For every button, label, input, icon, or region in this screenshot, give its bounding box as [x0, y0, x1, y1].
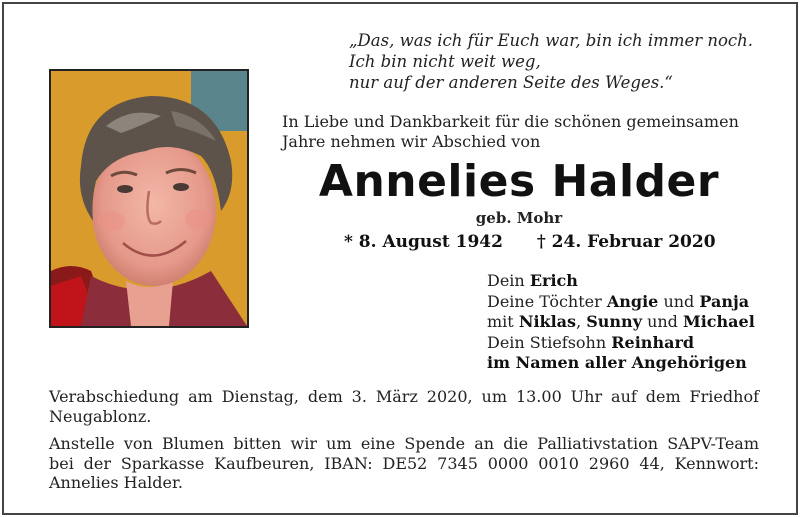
mourner-line-2 — [487, 292, 787, 313]
mourner-relation: Dein — [487, 271, 530, 290]
mourner-line-5 — [487, 353, 787, 374]
intro-text — [282, 112, 762, 152]
intro-line-1: In Liebe und Dankbarkeit für die schönen gemeinsamen — [282, 112, 739, 131]
quote-line-1: „Das, was ich für Euch war, bin ich immer noch. — [349, 31, 754, 50]
mourner-name: Michael — [683, 312, 755, 331]
mourner-name: Reinhard — [611, 332, 695, 352]
mourner-line-3 — [487, 312, 787, 333]
mourner-relation: Dein Stiefsohn — [487, 332, 612, 352]
funeral-line-2: Neugablonz. — [49, 406, 152, 426]
quote-line-3: nur auf der anderen Seite des Weges.“ — [349, 73, 673, 92]
deceased-name: Annelies Halder — [318, 156, 720, 207]
memorial-quote — [349, 30, 769, 93]
mourner-connector: , — [576, 312, 587, 331]
maiden-name: geb. Mohr — [475, 209, 563, 227]
donation-line-1: Anstelle von Blumen bitten wir um eine Spende an die Palliativstation SAPV-Team — [49, 434, 759, 453]
mourner-relation: Deine Töchter — [487, 291, 607, 311]
death-date: † 24. Februar 2020 — [536, 232, 716, 252]
mourner-name: Niklas — [518, 312, 577, 331]
mourner-line-1 — [487, 271, 787, 292]
mourner-name: Erich — [529, 271, 578, 290]
intro-line-2: Jahre nehmen wir Abschied von — [282, 132, 541, 151]
funeral-line-1: Verabschiedung am Dienstag, dem 3. März 2020, um 13.00 Uhr auf dem Friedhof — [49, 387, 759, 406]
mourner-name: Panja — [699, 291, 750, 311]
mourner-connector: und — [658, 291, 700, 311]
donation-notice — [49, 434, 759, 493]
obituary-card — [2, 2, 798, 515]
mourner-name: Angie — [606, 291, 659, 311]
mourner-name: Sunny — [586, 312, 642, 331]
donation-line-3: Annelies Halder. — [49, 473, 183, 492]
mourner-connector: und — [641, 312, 684, 331]
portrait-photo — [49, 69, 249, 328]
life-dates — [344, 232, 724, 252]
mourner-closing: im Namen aller Angehörigen — [487, 353, 747, 372]
birth-date: * 8. August 1942 — [344, 232, 503, 252]
quote-line-2: Ich bin nicht weit weg, — [349, 52, 541, 71]
donation-line-2: bei der Sparkasse Kaufbeuren, IBAN: DE52 7345 0000 0010 2960 44, Kennwort: — [49, 453, 759, 473]
mourner-line-4 — [487, 333, 787, 354]
funeral-notice — [49, 387, 759, 426]
mourner-relation: mit — [487, 312, 519, 331]
portrait-illustration — [51, 71, 247, 326]
mourners-list — [487, 271, 787, 374]
